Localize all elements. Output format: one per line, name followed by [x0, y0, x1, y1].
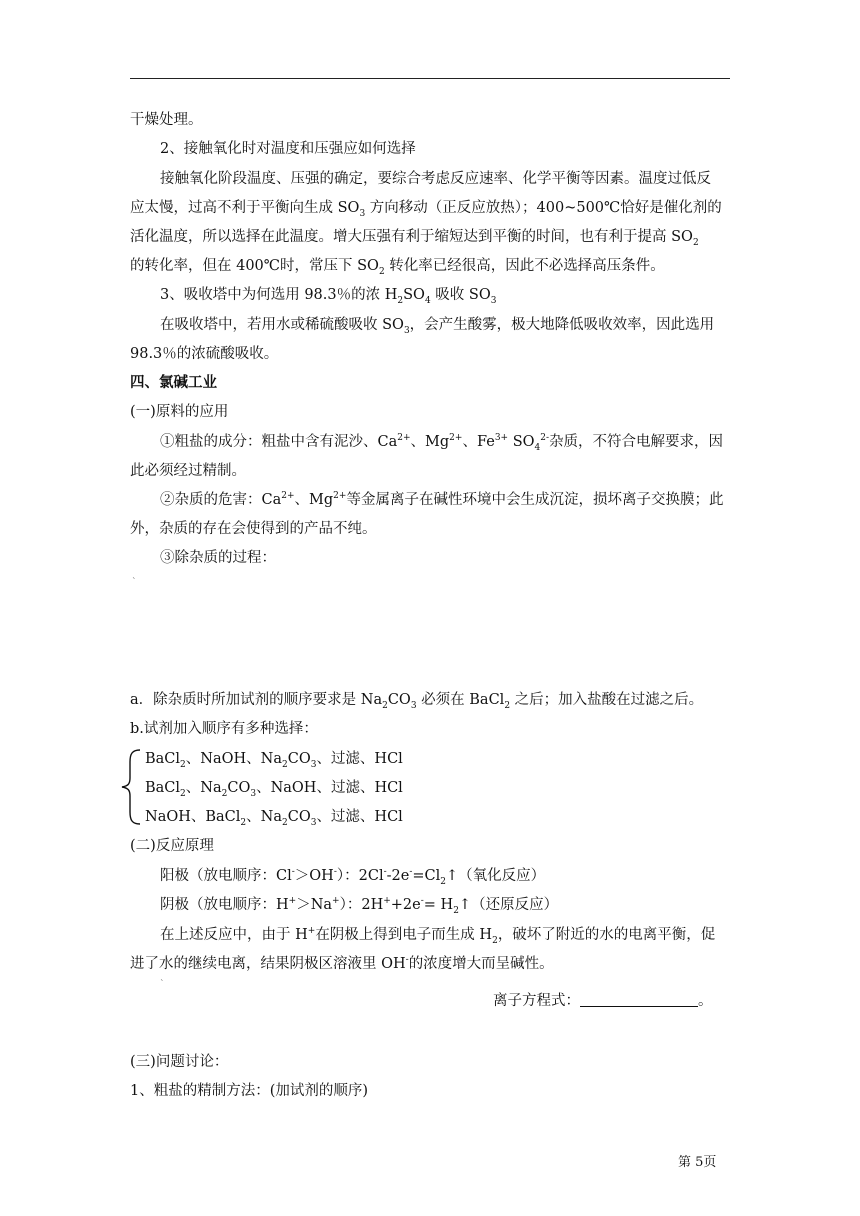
paragraph-line: ③除杂质的过程：	[160, 550, 276, 566]
section-heading: 四、氯碱工业	[130, 374, 217, 391]
anode-reaction: 阳极（放电顺序：Cl-＞OH-）：$2Cl^--2e^-=Cl_2↑$（氧化反应）	[160, 867, 546, 887]
paragraph-line: 在吸收塔中，若用水或稀硫酸吸收 $SO_3$，会产生酸雾，极大地降低吸收效率，因此选用	[160, 317, 715, 336]
reagent-option: BaCl$_2$、$Na_2CO_3$、NaOH、过滤、HCl	[145, 780, 403, 799]
paragraph-line: ①粗盐的成分：粗盐中含有泥沙、$Ca^{2+}$、$Mg^{2+}$、$Fe^{3+}$ $SO_4^{2-}$杂质，不符合电解要求，因	[160, 433, 724, 453]
paragraph-line: 接触氧化阶段温度、压强的确定，要综合考虑反应速率、化学平衡等因素。温度过低反	[160, 171, 711, 187]
paragraph-line: 98.3％的浓硫酸吸收。	[130, 346, 279, 362]
answer-blank[interactable]	[580, 992, 698, 1007]
paragraph-line: ②杂质的危害：$Ca^{2+}$、$Mg^{2+}$等金属离子在碱性环境中会生成沉淀，损坏离子交换膜；此	[160, 491, 724, 508]
paragraph-line: 活化温度，所以选择在此温度。增大压强有利于缩短达到平衡的时间，也有利于提高 $SO_2$	[130, 229, 699, 248]
paragraph-line: 外，杂质的存在会使得到的产品不纯。	[130, 521, 377, 537]
question-3-title: 3、吸收塔中为何选用 98.3％的浓 $H_2SO_4$ 吸收 $SO_3$	[160, 287, 497, 306]
question-2-title: 2、接触氧化时对温度和压强应如何选择	[160, 141, 416, 157]
curly-brace	[118, 748, 148, 826]
ionic-equation-prompt: 离子方程式： 。	[493, 993, 713, 1009]
paragraph-line: 在上述反应中，由于 H+在阴极上得到电子而生成 $H_2$，破坏了附近的水的电离平衡，促	[160, 926, 716, 946]
paragraph-line: 此必须经过精制。	[130, 463, 246, 479]
page-number: 第 5页	[678, 1155, 717, 1170]
paragraph-line: b.试剂加入顺序有多种选择：	[130, 721, 318, 737]
cathode-reaction: 阴极（放电顺序：H+＞Na+）：$2H^++2e^-= H_2↑$（还原反应）	[160, 896, 559, 916]
paragraph-line: a．除杂质时所加试剂的顺序要求是 $Na_2CO_3$ 必须在 BaCl$_2$ 之后；加入盐酸在过滤之后。	[130, 692, 704, 711]
header-rule	[130, 78, 730, 79]
paragraph-line: 应太慢，过高不利于平衡向生成 $SO_3$ 方向移动（正反应放热）；400~500℃恰好是催化剂的	[130, 200, 722, 219]
subsection-heading: (二)反应原理	[130, 838, 214, 854]
subsection-heading: (一)原料的应用	[130, 404, 229, 420]
paragraph-line: 进了水的继续电离，结果阴极区溶液里 OH-的浓度增大而呈碱性。	[130, 955, 554, 972]
paragraph-line: 1、粗盐的精制方法：(加试剂的顺序)	[130, 1083, 369, 1099]
reagent-option: NaOH、BaCl$_2$、$Na_2CO_3$、过滤、HCl	[145, 809, 403, 828]
subsection-heading: (三)问题讨论：	[130, 1054, 229, 1070]
stray-mark: `	[160, 980, 165, 990]
stray-mark: `	[132, 578, 137, 588]
paragraph-line: 的转化率，但在 400℃时，常压下 $SO_2$ 转化率已经很高，因此不必选择高压条件。	[130, 258, 665, 277]
text-line: 干燥处理。	[130, 112, 203, 128]
reagent-option: BaCl$_2$、NaOH、$Na_2CO_3$、过滤、HCl	[145, 751, 403, 770]
